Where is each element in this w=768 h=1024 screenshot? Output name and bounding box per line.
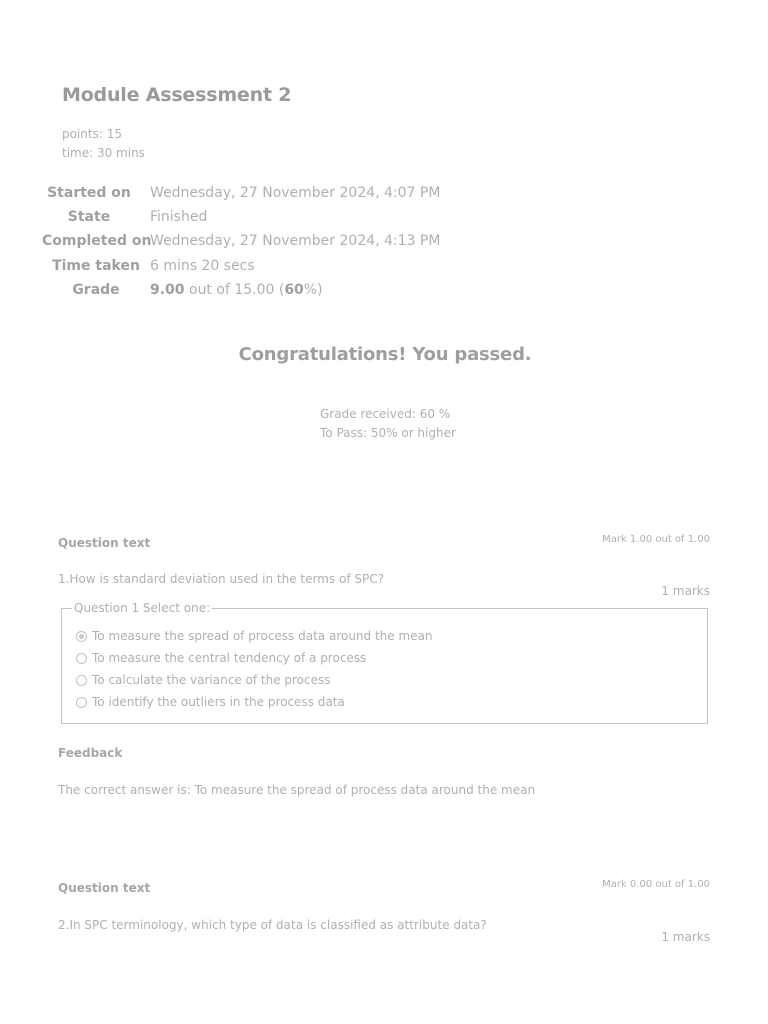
assessment-time-limit: time: 30 mins — [62, 146, 145, 160]
question-1-feedback-text: The correct answer is: To measure the spread of process data around the mean — [58, 783, 536, 797]
grade-label: Grade — [72, 282, 120, 298]
question-1-text: 1.How is standard deviation used in the terms of SPC? — [58, 572, 384, 586]
completed-on-value: Wednesday, 27 November 2024, 4:13 PM — [150, 233, 441, 249]
question-2-marks: 1 marks — [661, 930, 710, 944]
answer-option-label: To calculate the variance of the process — [92, 673, 331, 687]
question-2-mark: Mark 0.00 out of 1.00 — [602, 879, 710, 890]
question-2-heading: Question text — [58, 881, 151, 895]
time-taken-label: Time taken — [52, 258, 140, 274]
answer-option-label: To measure the central tendency of a process — [92, 651, 367, 665]
started-on-value: Wednesday, 27 November 2024, 4:07 PM — [150, 185, 441, 201]
grade-value — [150, 282, 323, 298]
grade-score: 9.00 — [150, 282, 185, 298]
radio-selected-icon[interactable] — [76, 631, 87, 642]
grade-received: Grade received: 60 % — [320, 407, 451, 421]
grade-out-of: out of 15.00 ( — [184, 282, 285, 298]
radio-icon[interactable] — [76, 653, 87, 664]
radio-icon[interactable] — [76, 675, 87, 686]
started-on-label: Started on — [47, 185, 131, 201]
pass-threshold: To Pass: 50% or higher — [320, 426, 456, 440]
completed-on-label: Completed on — [42, 233, 152, 249]
question-1-feedback-heading: Feedback — [58, 746, 123, 760]
pass-message: Congratulations! You passed. — [238, 344, 532, 365]
question-1-mark: Mark 1.00 out of 1.00 — [602, 534, 710, 545]
state-value: Finished — [150, 209, 208, 225]
answer-option-label: To identify the outliers in the process data — [92, 695, 345, 709]
state-label: State — [67, 209, 111, 225]
question-1-answer-group — [61, 601, 708, 724]
time-taken-value: 6 mins 20 secs — [150, 258, 255, 274]
grade-percent-suffix: %) — [303, 282, 323, 298]
page-title: Module Assessment 2 — [62, 84, 292, 106]
question-2-text: 2.In SPC terminology, which type of data is classified as attribute data? — [58, 918, 487, 932]
question-1-legend: Question 1 Select one: — [74, 601, 211, 615]
radio-icon[interactable] — [76, 697, 87, 708]
grade-percent: 60 — [284, 282, 304, 298]
answer-option-label: To measure the spread of process data around the mean — [92, 629, 433, 643]
question-1-marks: 1 marks — [661, 584, 710, 598]
assessment-points: points: 15 — [62, 127, 122, 141]
question-1-heading: Question text — [58, 536, 151, 550]
